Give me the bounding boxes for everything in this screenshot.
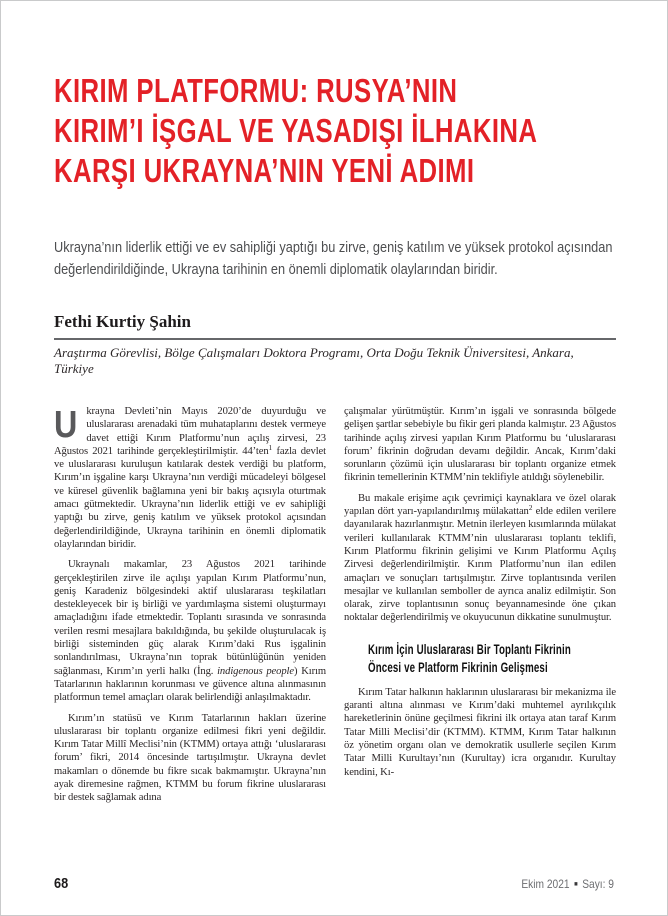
paragraph [54, 558, 326, 704]
paragraph: çalışmalar yürütmüştür. Kırım’ın işgali ve sonrasında bölgede gelişen şartlar sebebiyle bu fikir geri planda kalmıştır. 23 Ağustos tarihinde açılış zirvesi yapılan Kırım Platformu bu ‘uluslararası forum’ fikrinin doğrudan devamı değildir. Ancak, Kırım’daki sorunların çözümü için uluslararası bir toplantı organize etmek fikrinin temellerinin KTMM’nin teklifiyle atıldığı söylenebilir. [344, 406, 616, 484]
article-title-line-1: KIRIM PLATFORMU: RUSYA’NIN [54, 72, 458, 109]
paragraph-text: elde edilen verilere dayanılarak hazırlanmıştır. Metnin ilerleyen kısımlarında mülakat verileri kullanılarak KTMM’nin uluslararası toplantı teklifi, Kırım Platformu fikrinin gelişimi ve Kırım Platformu Açılış Zirvesi değerlendirilmiştir. Kırım Platformu’nun ilan edilen amaçları ve sonuçları tartışılmıştır. Zirve toplantısında verilen mesajlar ve kullanılan semboller de ayrıca analiz edilmiştir. Son olarak, zirve toplantısının sonuç beyannamesinde öne çıkan noktalar değerlendirilmiş ve okuyucunun dikkatine sunulmuştur. [344, 506, 616, 624]
drop-cap: U [54, 404, 78, 446]
page-number: 68 [54, 875, 69, 892]
paragraph-text: krayna Devleti’nin Mayıs 2020’de duyurduğu ve uluslararası arenadaki tüm muhataplarını destek vermeye davet ettiği Kırım Platformu’nun açılış zirvesi, 23 Ağustos 2021 tarihinde gerçekleştirilmiştir. 44’ten [54, 406, 326, 457]
issue-info [521, 878, 614, 892]
italic-term: indigenous people [217, 665, 294, 677]
section-heading [368, 641, 627, 677]
paragraph-text: Ukraynalı makamlar, 23 Ağustos 2021 tarihinde gerçekleştirilen zirve ile açılışı yapılan Kırım Platformu’nun, geniş Karadeniz bölgesindeki aktif uluslararası teşkilatları destekleyecek bir iş birliği ve yardımlaşma sistemi oluşturmayı amaçladığını ifade etmektedir. Toplantı sırasında ve sonrasında verilen resmi mesajlara bakıldığında, bu şekilde oluşturulacak iş birliği sisteminden güç alarak Kırım’daki Rus işgalinin sonlandırılması, Ukrayna’nın toprak bütünlüğünün yeniden sağlanması, Kırım’ın yerli halkı (İng. [54, 559, 326, 677]
article-title [54, 71, 619, 191]
issue-separator-icon: ■ [574, 881, 578, 888]
section-heading-line-2: Öncesi ve Platform Fikrinin Gelişmesi [368, 659, 548, 675]
paragraph: Kırım Tatar halkının haklarının uluslararası bir mekanizma ile garanti altına alınması ve Kırım’daki muhtemel ayrılıkçılık hareketlerinin önüne geçilmesi fikrini ilk ortaya atan taraf Kırım Tatar Milli Meclisi’dir (KTMM). KTMM, Kırım Tatar halkının öz yönetim organı olan ve demokratik usullerle seçilen Kırım Tatar Milli Kurultayı’nın (Kurultay) icra organıdır. Kurultay kendini, Kı- [344, 686, 616, 778]
paragraph-text: fazla devlet ve uluslararası kuruluşun katılarak destek verdiği bu platform, Kırım’ın işgaline karşı Ukrayna’nın verdiği mücadeleyi bölgesel ve küresel güvenlik bağlamına yeni bir bakış açısıyla oturtmak amacı gütmektedir. Ukrayna’nın liderlik ettiği ve ev sahipliği yaptığı bu zirve, geniş katılım ve yüksek protokol açısından değerlendirildiğinde, Ukrayna tarihinin en önemli diplomatik olaylarından biridir. [54, 445, 326, 550]
paragraph [54, 405, 326, 551]
issue-number: Sayı: 9 [582, 876, 614, 891]
footnote-marker-2: 2 [528, 503, 533, 513]
author-affiliation: Araştırma Görevlisi, Bölge Çalışmaları Doktora Programı, Orta Doğu Teknik Üniversitesi, Ankara, Türkiye [54, 345, 574, 376]
issue-date: Ekim 2021 [521, 876, 570, 891]
body-column-right [344, 405, 616, 812]
paragraph-text: ) Kırım Tatarlarının haklarının korunması ve güvence altına alınmasının platformun temel amaçları olarak belirlendiği anlaşılmaktadır. [54, 665, 326, 704]
section-heading-line-1: Kırım İçin Uluslararası Bir Toplantı Fikrinin [368, 641, 571, 657]
author-block [54, 312, 616, 377]
footnote-marker-1: 1 [268, 442, 273, 452]
author-name: Fethi Kurtiy Şahin [54, 312, 191, 331]
paragraph: Kırım’ın statüsü ve Kırım Tatarlarının hakları üzerine uluslararası bir toplantı organize edilmesi fikri yeni değildir. Kırım Tatar Millî Meclisi’nin (KTMM) ortaya attığı ‘uluslararası forum’ fikri, 2014 öncesinde tartışılmıştır. Ukrayna devlet makamları o dönemde bu fikre sıcak bakmamıştır. Ukrayna’nın ayak diremesine rağmen, KTMM bu forum fikrine uluslararası bir destek sağlamak adına [54, 712, 326, 804]
paragraph [344, 492, 616, 625]
article-title-line-3: KARŞI UKRAYNA’NIN YENİ ADIMI [54, 152, 475, 189]
paragraph-text: Bu makale erişime açık çevrimiçi kaynaklara ve özel olarak yapılan dört yarı-yapılandırılmış mülakattan [344, 492, 616, 518]
body-column-left [54, 405, 326, 812]
author-divider [54, 338, 616, 340]
page-footer [54, 876, 614, 891]
article-title-line-2: KIRIM’I İŞGAL VE YASADIŞI İLHAKINA [54, 112, 538, 149]
lead-paragraph: Ukrayna’nın liderlik ettiği ve ev sahipliği yaptığı bu zirve, geniş katılım ve yüksek protokol açısından değerlendirildiğinde, Ukrayna tarihinin en önemli diplomatik olaylarından biridir. [54, 239, 613, 278]
article-body [54, 405, 616, 812]
